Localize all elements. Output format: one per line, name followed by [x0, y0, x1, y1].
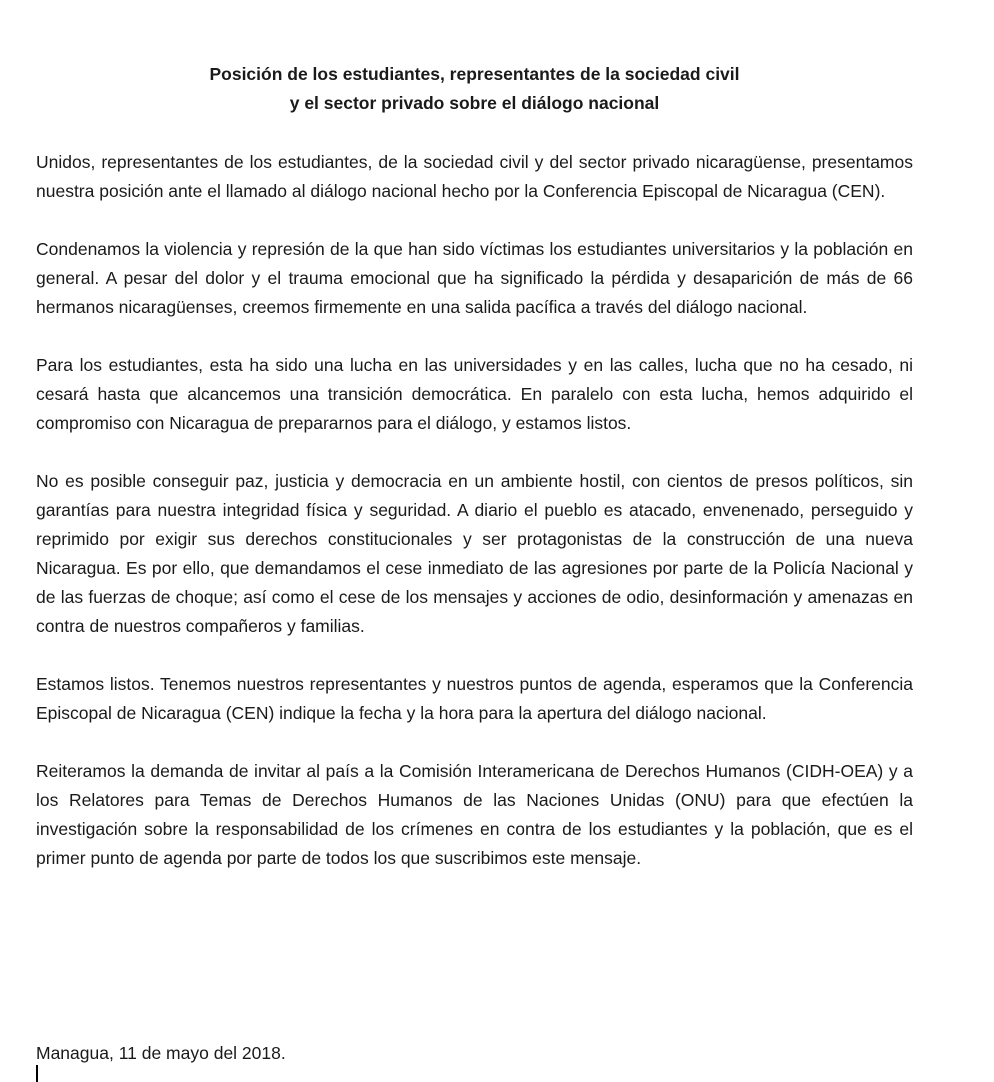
paragraph-5: Estamos listos. Tenemos nuestros representantes y nuestros puntos de agenda, esperamos que la Conferencia Episcopal de Nicaragua (CEN) indique la fecha y la hora para la apertura del diálogo nacional.	[36, 674, 913, 723]
paragraph-4: No es posible conseguir paz, justicia y democracia en un ambiente hostil, con cientos de presos políticos, sin garantías para nuestra integridad física y seguridad. A diario el pueblo es atacado, envenenado, perseguido y reprimido por exigir sus derechos constitucionales y ser protagonistas de la construcción de una nueva Nicaragua. Es por ello, que demandamos el cese inmediato de las agresiones por parte de la Policía Nacional y de las fuerzas de choque; así como el cese de los mensajes y acciones de odio, desinformación y amenazas en contra de nuestros compañeros y familias.	[36, 471, 913, 636]
paragraph-6: Reiteramos la demanda de invitar al país a la Comisión Interamericana de Derechos Humanos (CIDH-OEA) y a los Relatores para Temas de Derechos Humanos de las Naciones Unidas (ONU) para que efectúen la investigación sobre la responsabilidad de los crímenes en contra de los estudiantes y la población, que es el primer punto de agenda por parte de todos los que suscribimos este mensaje.	[36, 761, 913, 868]
document-body	[36, 60, 913, 1063]
closing-date-line: Managua, 11 de mayo del 2018.	[36, 1043, 286, 1063]
text-cursor	[36, 1065, 38, 1082]
paragraph-1: Unidos, representantes de los estudiantes, de la sociedad civil y del sector privado nicaragüense, presentamos nuestra posición ante el llamado al diálogo nacional hecho por la Conferencia Episcopal de Nicaragua (CEN).	[36, 152, 913, 201]
document-title	[36, 60, 913, 118]
paragraph-2: Condenamos la violencia y represión de la que han sido víctimas los estudiantes universitarios y la población en general. A pesar del dolor y el trauma emocional que ha significado la pérdida y desaparición de más de 66 hermanos nicaragüenses, creemos firmemente en una salida pacífica a través del diálogo nacional.	[36, 239, 913, 317]
title-line-1: Posición de los estudiantes, representantes de la sociedad civil	[209, 64, 740, 84]
paragraph-3: Para los estudiantes, esta ha sido una lucha en las universidades y en las calles, lucha que no ha cesado, ni cesará hasta que alcancemos una transición democrática. En paralelo con esta lucha, hemos adquirido el compromiso con Nicaragua de prepararnos para el diálogo, y estamos listos.	[36, 355, 913, 433]
title-line-2: y el sector privado sobre el diálogo nacional	[289, 93, 660, 113]
